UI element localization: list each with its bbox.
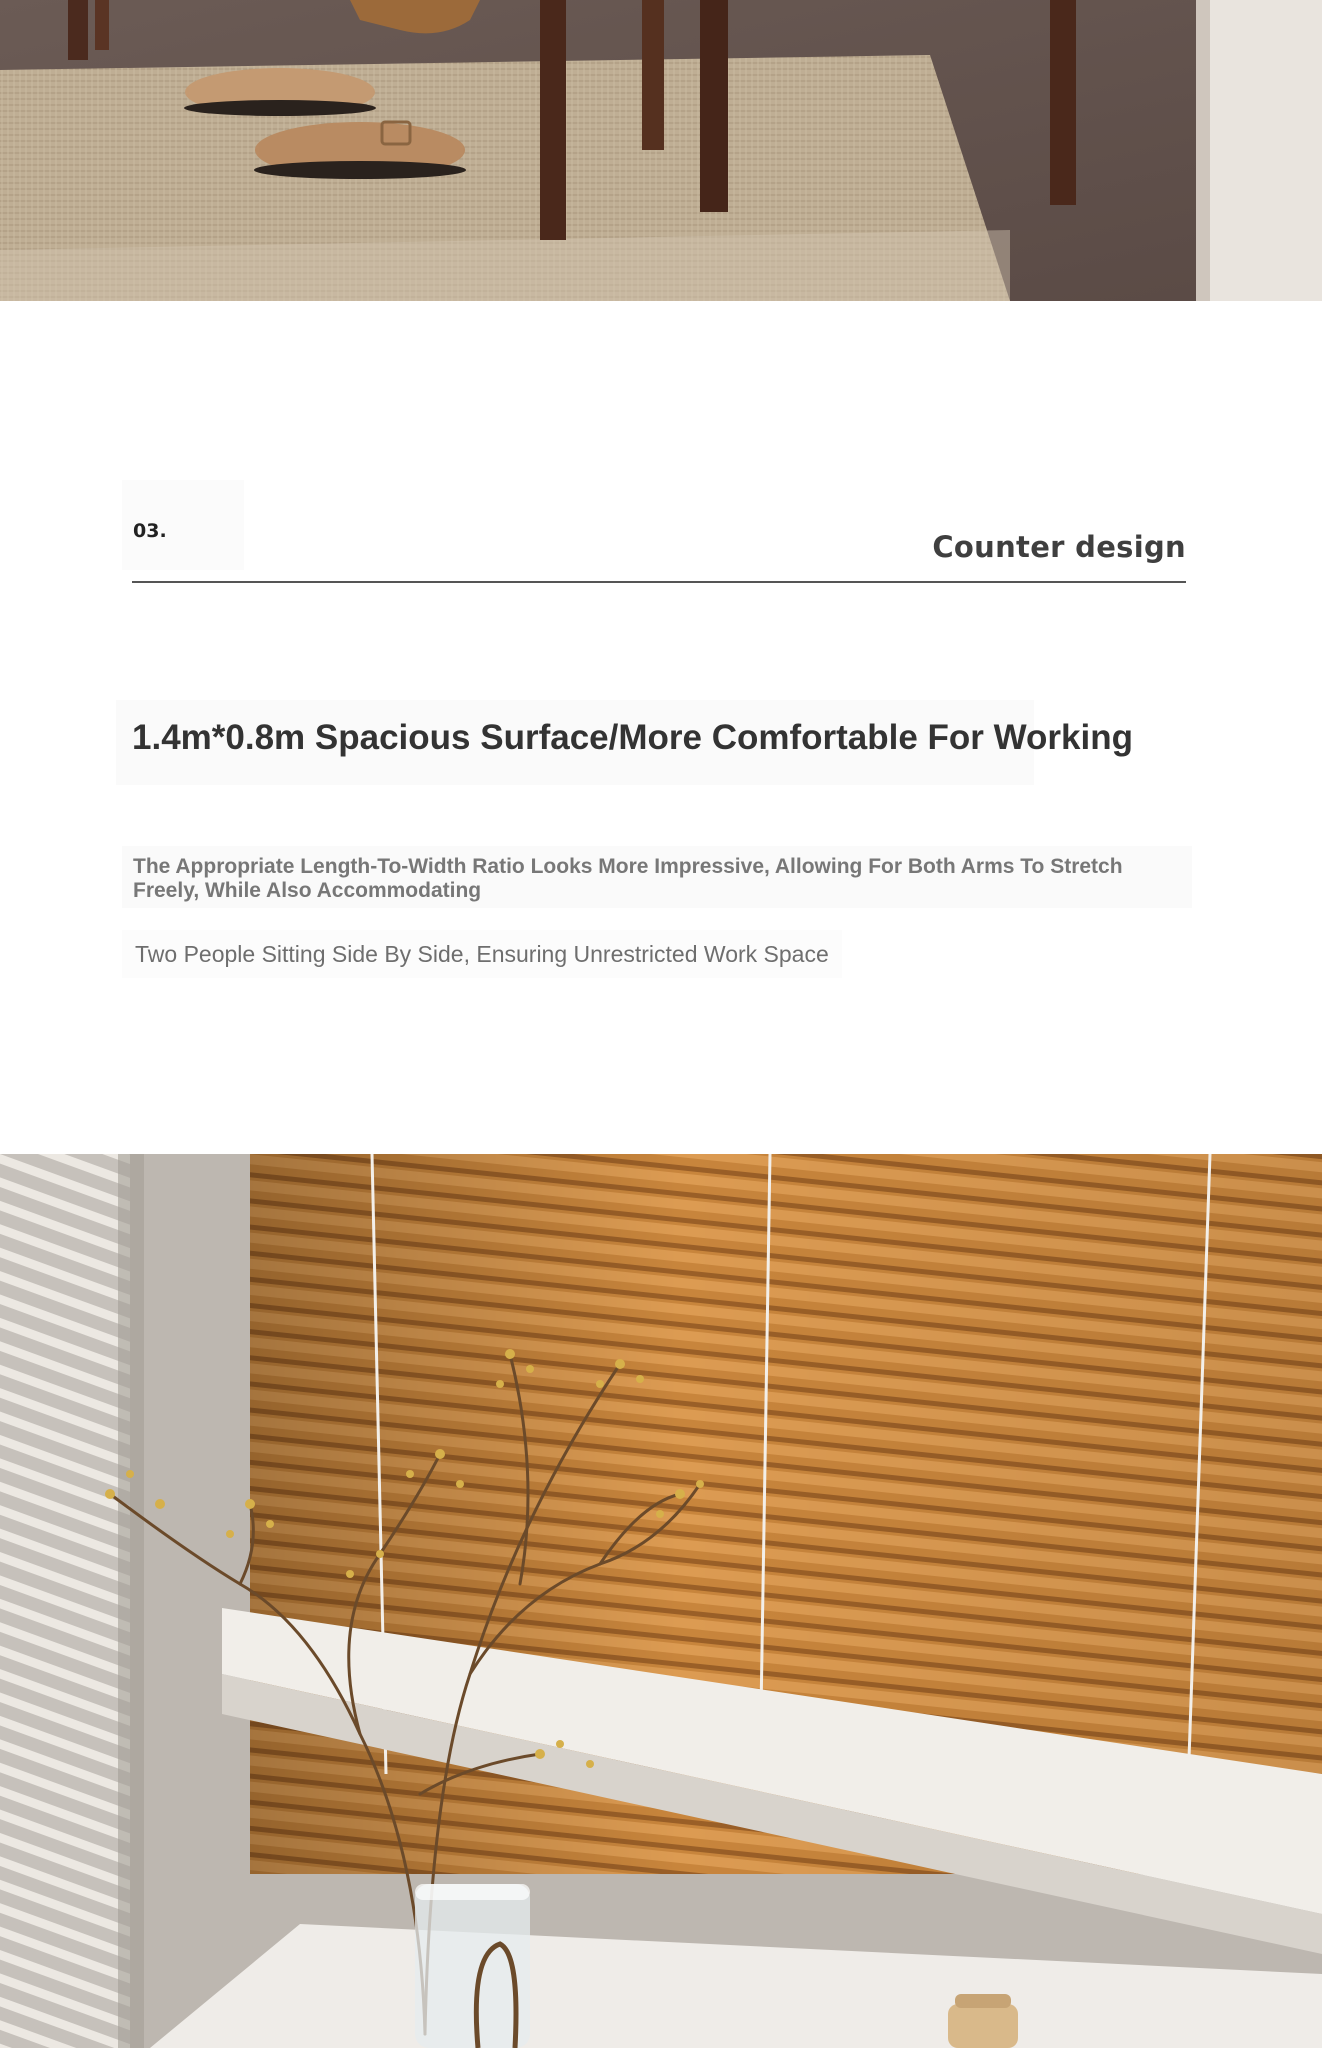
section-number: 03. [133, 520, 167, 542]
description: The Appropriate Length-To-Width Ratio Looks More Impressive, Allowing For Both Arms To Stretch Freely, While Also Accommodating [133, 855, 1123, 902]
section-number-box [122, 480, 244, 570]
description-continued: Two People Sitting Side By Side, Ensuring Unrestricted Work Space [135, 941, 829, 967]
bottom-product-photo [0, 1154, 1322, 2048]
section-divider [132, 581, 1186, 583]
top-product-photo [0, 0, 1322, 301]
headline: 1.4m*0.8m Spacious Surface/More Comfortable For Working [132, 718, 1133, 757]
blinds-vase-illustration [0, 1154, 1322, 2048]
section-label: Counter design [932, 530, 1186, 564]
floor-rug-chair-illustration [0, 0, 1322, 301]
